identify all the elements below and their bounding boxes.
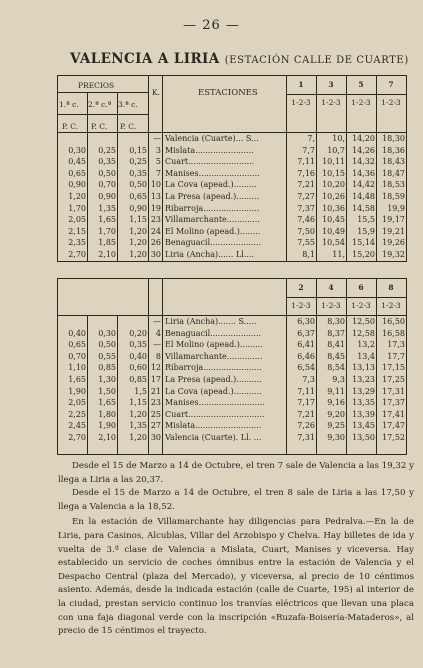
price-cell: 1,90 [98, 421, 116, 431]
time-cell: 7,7 [302, 145, 315, 155]
table-row [58, 387, 406, 397]
km-cell: — [153, 317, 161, 326]
station-name: Cuart.......................... [165, 157, 255, 167]
km-cell: 23 [150, 398, 161, 408]
time-cell: 8,41 [327, 340, 345, 350]
km-cell: — [153, 340, 161, 350]
time-cell: 9,25 [327, 421, 345, 431]
price-cell: 0,85 [98, 363, 116, 373]
train-1-classes: 1-2-3 [291, 98, 311, 107]
time-cell: 7,3 [302, 375, 315, 384]
time-cell: 17,37 [382, 398, 405, 408]
price-cell: 0,90 [68, 180, 86, 190]
time-cell: 15,20 [352, 250, 375, 259]
time-cell: 14,36 [352, 168, 375, 178]
time-cell: 17,31 [382, 386, 405, 396]
price-cell: 1,35 [98, 203, 116, 213]
price-cell: 1,20 [68, 192, 86, 201]
km-cell: 30 [150, 433, 161, 442]
time-cell: 10,20 [322, 180, 345, 190]
price-cell: 0,90 [98, 192, 116, 201]
time-cell: 12,50 [352, 317, 375, 326]
page-title [70, 51, 409, 67]
price-cell: 0,25 [129, 157, 147, 167]
price-cell: 0,90 [129, 203, 147, 213]
station-name: La Presa (apead.)......... [165, 192, 260, 201]
time-cell: 10,49 [322, 226, 345, 236]
price-cell: 0,65 [68, 340, 86, 350]
table-row [58, 329, 406, 339]
train-8-classes: 1-2-3 [381, 301, 401, 310]
price-cell: 0,35 [129, 340, 147, 350]
price-cell: 2,10 [98, 250, 116, 259]
time-cell: 8,54 [327, 363, 345, 373]
table-row [58, 421, 406, 431]
train-4: 4 [328, 283, 334, 292]
km-cell: 3 [155, 145, 161, 155]
time-cell: 14,32 [352, 157, 375, 167]
price-cell: 0,65 [68, 168, 86, 178]
station-name: La Cova (apead.)........... [165, 386, 262, 396]
km-cell: 25 [150, 409, 161, 419]
time-cell: 15,14 [352, 238, 375, 248]
price-cell: 0,25 [98, 145, 116, 155]
time-cell: 16,58 [382, 328, 405, 338]
time-cell: 13,45 [352, 421, 375, 431]
time-cell: 13,4 [357, 351, 375, 361]
train-6: 6 [358, 283, 364, 292]
time-cell: 13,39 [352, 409, 375, 419]
price-cell: 1,5 [134, 386, 147, 396]
price-cell: 0,35 [129, 168, 147, 178]
time-cell: 18,59 [382, 192, 405, 201]
time-cell: 10,7 [327, 145, 345, 155]
time-cell: 7,26 [297, 421, 315, 431]
km-cell: 30 [150, 250, 161, 259]
train-7-classes: 1-2-3 [381, 98, 401, 107]
time-cell: 8,1 [302, 250, 315, 259]
station-name: Liria (Ancha)...... Ll.... [165, 250, 254, 259]
price-cell: 1,15 [129, 398, 147, 408]
time-cell: 9,20 [327, 409, 345, 419]
time-cell: 7,17 [297, 398, 315, 408]
time-cell: 10,15 [322, 168, 345, 178]
price-cell: 2,05 [68, 215, 86, 225]
train-8: 8 [388, 283, 394, 292]
price-cell: 0,50 [98, 340, 116, 350]
time-cell: 17,52 [382, 433, 405, 442]
station-name: Villamarchante.............. [165, 351, 263, 361]
station-name: Benaguacil.................... [165, 238, 262, 248]
km-cell: 10 [150, 180, 161, 190]
time-cell: 7,21 [297, 180, 315, 190]
price-cell: 1,15 [129, 215, 147, 225]
price-cell: 1,20 [129, 250, 147, 259]
train-1: 1 [298, 80, 304, 89]
km-cell: — [153, 134, 161, 143]
table-row [58, 238, 406, 248]
train-5-classes: 1-2-3 [351, 98, 371, 107]
time-cell: 13,2 [357, 340, 375, 350]
time-cell: 9,11 [327, 386, 345, 396]
km-cell: 23 [150, 215, 161, 225]
station-name: Manises.......................... [165, 398, 265, 408]
train-3: 3 [328, 80, 334, 89]
price-cell: 0,20 [129, 328, 147, 338]
time-cell: 18,43 [382, 157, 405, 167]
price-cell: 0,35 [98, 157, 116, 167]
time-cell: 9,3 [332, 375, 345, 384]
station-name: Ribarroja....................... [165, 363, 262, 373]
time-cell: 10,26 [322, 192, 345, 201]
time-cell: 10,54 [322, 238, 345, 248]
price-cell: 0,70 [68, 351, 86, 361]
time-cell: 7,50 [297, 226, 315, 236]
title-main: VALENCIA A LIRIA [70, 51, 220, 67]
time-cell: 7,16 [297, 168, 315, 178]
estaciones-header: ESTACIONES [198, 88, 258, 98]
table-row [58, 157, 406, 167]
title-sub: (ESTACIÓN CALLE DE CUARTE) [224, 55, 409, 66]
price-cell: 1,10 [68, 363, 86, 373]
price-cell: 1,20 [129, 409, 147, 419]
table-row [58, 169, 406, 179]
time-cell: 18,47 [382, 168, 405, 178]
time-cell: 19,9 [387, 203, 405, 213]
price-cell: 0,15 [129, 145, 147, 155]
time-cell: 13,35 [352, 398, 375, 408]
station-name: La Presa (apead.).......... [165, 375, 262, 384]
pc-header-1: P. C. [62, 122, 79, 131]
table-row [58, 340, 406, 350]
note-train-8: Desde el 15 de Marzo a 14 de Octubre, el tren 8 sale de Liria a las 17,50 y llega a Valencia a la 18,52. [58, 488, 414, 512]
price-cell: 1,50 [98, 386, 116, 396]
time-cell: 7, [307, 134, 315, 143]
table-row [58, 410, 406, 420]
time-cell: 14,42 [352, 180, 375, 190]
note-services: En la estación de Villamarchante hay diligencias para Pedralva.—En la de Liria, para Casinos, Alcublas, Villar del Arzobispo y Chelva. Hay billetes de ida y vuelta de 3.ª clase de Valencia a Mislata, Cuart, Manises y viceversa. Hay establecido un servicio de coches ómnibus entre la estación de Valencia y el Despacho Central (plaza del Mercado), y viceversa, al precio de 10 céntimos asiento. Además, desde la indicada estación (calle de Cuarte, 195) al interior de la ciudad, prestan servicio continuo los tranvías eléctricos que llevan una placa con una faja diagonal verde con la inscripción «Ruzafa-Boisería-Mataderos», al precio de 15 céntimos el trayecto. [58, 517, 414, 637]
price-cell: 2,70 [68, 433, 86, 442]
price-cell: 1,35 [129, 421, 147, 431]
train-6-classes: 1-2-3 [351, 301, 371, 310]
price-cell: 1,65 [98, 398, 116, 408]
time-cell: 7,46 [297, 215, 315, 225]
table-row [58, 352, 406, 362]
price-cell: 0,45 [68, 157, 86, 167]
table-row [58, 227, 406, 237]
km-cell: 12 [150, 363, 161, 373]
time-cell: 8,45 [327, 351, 345, 361]
time-cell: 13,50 [352, 433, 375, 442]
table-row [58, 375, 406, 385]
time-cell: 14,20 [352, 134, 375, 143]
station-name: Benaguacil.................... [165, 328, 262, 338]
station-name: Mislata....................... [165, 145, 254, 155]
time-cell: 7,37 [297, 203, 315, 213]
time-cell: 16,50 [382, 317, 405, 326]
time-cell: 6,37 [297, 328, 315, 338]
time-cell: 10,11 [322, 157, 345, 167]
time-cell: 9,30 [327, 433, 345, 442]
time-cell: 6,41 [297, 340, 315, 350]
station-name: La Cova (apead.)......... [165, 180, 257, 190]
km-cell: 26 [150, 238, 161, 248]
pc-header-2: P. C. [91, 122, 108, 131]
station-name: Valencia (Cuarte)... S... [165, 134, 259, 143]
price-cell: 1,65 [98, 215, 116, 225]
table-row [58, 134, 406, 144]
table-row [58, 204, 406, 214]
class-header-2: 2.ª c.ª [88, 100, 112, 109]
time-cell: 18,36 [382, 145, 405, 155]
train-5: 5 [358, 80, 364, 89]
table-row [58, 215, 406, 225]
km-cell: 17 [150, 375, 161, 384]
price-cell: 2,70 [68, 250, 86, 259]
price-cell: 0,40 [68, 328, 86, 338]
time-cell: 6,46 [297, 351, 315, 361]
time-cell: 19,32 [382, 250, 405, 259]
price-cell: 0,55 [98, 351, 116, 361]
note-train-7: Desde el 15 de Marzo a 14 de Octubre, el tren 7 sale de Valencia a las 19,32 y llega a Liria a las 20,37. [58, 461, 414, 485]
station-name: El Molino (apead.)........ [165, 226, 261, 236]
station-name: Liria (Ancha)....... S..... [165, 317, 257, 326]
time-cell: 7,31 [297, 433, 315, 442]
price-cell: 2,15 [68, 226, 86, 236]
time-cell: 6,30 [297, 317, 315, 326]
table-row [58, 180, 406, 190]
page-number: — 26 — [183, 18, 240, 33]
price-cell: 0,40 [129, 351, 147, 361]
price-cell: 0,85 [129, 375, 147, 384]
price-cell: 0,60 [129, 363, 147, 373]
time-cell: 17,15 [382, 363, 405, 373]
time-cell: 18,30 [382, 134, 405, 143]
timetable-inbound [57, 278, 407, 455]
price-cell: 1,90 [68, 386, 86, 396]
time-cell: 12,58 [352, 328, 375, 338]
class-header-3: 3.ª c. [118, 100, 138, 109]
time-cell: 10, [332, 134, 345, 143]
table-row [58, 398, 406, 408]
price-cell: 1,70 [98, 226, 116, 236]
price-cell: 2,45 [68, 421, 86, 431]
timetable-outbound [57, 75, 407, 262]
km-cell: 21 [150, 386, 161, 396]
notes-section [58, 460, 414, 639]
price-cell: 0,70 [98, 180, 116, 190]
time-cell: 17,41 [382, 409, 405, 419]
table-row [58, 317, 406, 327]
table-row [58, 192, 406, 202]
time-cell: 7,11 [297, 157, 315, 167]
time-cell: 9,16 [327, 398, 345, 408]
pc-header-3: P. C. [120, 122, 137, 131]
k-header: K. [152, 88, 160, 97]
station-name: Ribarroja...................... [165, 203, 260, 213]
price-cell: 1,20 [129, 433, 147, 442]
time-cell: 7,55 [297, 238, 315, 248]
station-name: Valencia (Cuarte). Ll. ... [165, 433, 262, 442]
class-header-1: 1.ª c. [59, 100, 79, 109]
time-cell: 7,27 [297, 192, 315, 201]
time-cell: 13,13 [352, 363, 375, 373]
time-cell: 10,36 [322, 203, 345, 213]
price-cell: 2,35 [68, 238, 86, 248]
price-cell: 1,70 [68, 203, 86, 213]
time-cell: 14,58 [352, 203, 375, 213]
station-name: El Molino (apead.)......... [165, 340, 263, 350]
price-cell: 0,30 [68, 145, 86, 155]
km-cell: 4 [155, 328, 161, 338]
train-3-classes: 1-2-3 [321, 98, 341, 107]
time-cell: 19,21 [382, 226, 405, 236]
price-cell: 2,05 [68, 398, 86, 408]
time-cell: 19,26 [382, 238, 405, 248]
station-name: Mislata.......................... [165, 421, 262, 431]
train-7: 7 [388, 80, 394, 89]
price-cell: 1,30 [98, 375, 116, 384]
time-cell: 15,9 [357, 226, 375, 236]
time-cell: 18,53 [382, 180, 405, 190]
train-2: 2 [298, 283, 304, 292]
price-cell: 1,20 [129, 226, 147, 236]
time-cell: 8,37 [327, 328, 345, 338]
km-cell: 7 [155, 168, 161, 178]
price-cell: 1,20 [129, 238, 147, 248]
km-cell: 27 [150, 421, 161, 431]
price-cell: 1,85 [98, 238, 116, 248]
km-cell: 19 [150, 203, 161, 213]
price-cell: 0,65 [129, 192, 147, 201]
km-cell: 24 [150, 226, 161, 236]
station-name: Villamarchante............. [165, 215, 260, 225]
train-2-classes: 1-2-3 [291, 301, 311, 310]
price-cell: 1,65 [68, 375, 86, 384]
price-cell: 0,50 [129, 180, 147, 190]
time-cell: 8,30 [327, 317, 345, 326]
time-cell: 14,48 [352, 192, 375, 201]
time-cell: 11, [332, 250, 345, 259]
price-cell: 0,30 [98, 328, 116, 338]
time-cell: 6,54 [297, 363, 315, 373]
price-cell: 0,50 [98, 168, 116, 178]
table-row [58, 146, 406, 156]
km-cell: 8 [155, 351, 161, 361]
time-cell: 17,25 [382, 375, 405, 384]
time-cell: 7,11 [297, 386, 315, 396]
time-cell: 10,45 [322, 215, 345, 225]
time-cell: 17,7 [387, 351, 405, 361]
time-cell: 14,26 [352, 145, 375, 155]
precios-header: PRECIOS [78, 81, 115, 90]
time-cell: 17,47 [382, 421, 405, 431]
time-cell: 13,29 [352, 386, 375, 396]
km-cell: 5 [155, 157, 161, 167]
table-row [58, 250, 406, 260]
km-cell: 13 [150, 192, 161, 201]
time-cell: 13,23 [352, 375, 375, 384]
price-cell: 2,10 [98, 433, 116, 442]
price-cell: 1,80 [98, 409, 116, 419]
price-cell: 2,25 [68, 409, 86, 419]
time-cell: 15,5 [357, 215, 375, 225]
time-cell: 7,21 [297, 409, 315, 419]
station-name: Cuart.............................. [165, 409, 265, 419]
time-cell: 17,3 [387, 340, 405, 350]
train-4-classes: 1-2-3 [321, 301, 341, 310]
table-row [58, 433, 406, 443]
time-cell: 19,17 [382, 215, 405, 225]
station-name: Manises........................ [165, 168, 260, 178]
table-row [58, 363, 406, 373]
